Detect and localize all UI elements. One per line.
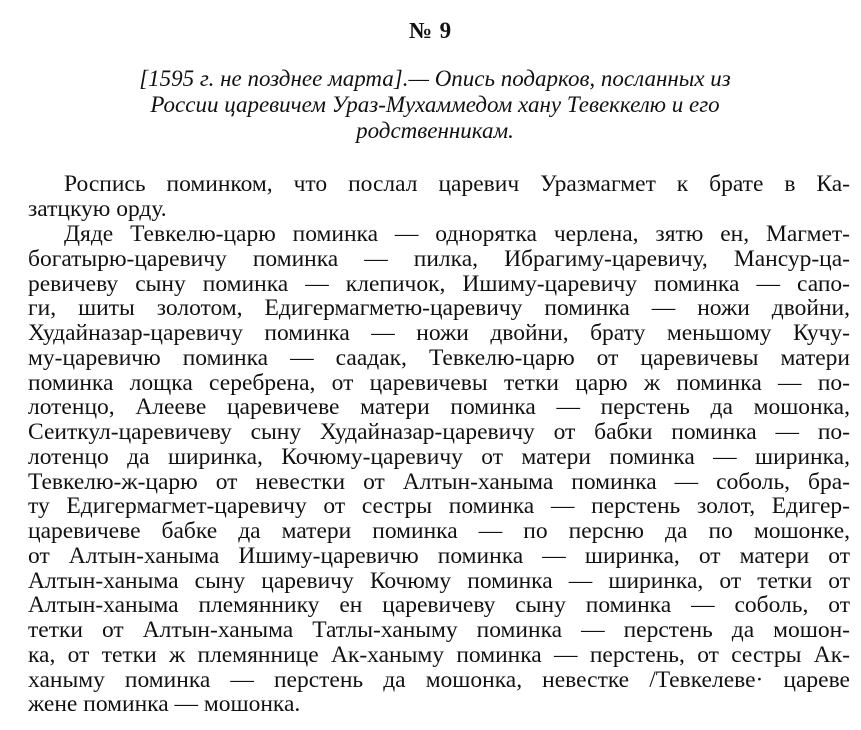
- text-line: ту Едигермагмет-царевичу от сестры поминка — перстень золот, Едигер-: [28, 493, 850, 520]
- text-line: царевичеве бабке да матери поминка — по персню да по мошонке,: [28, 518, 850, 544]
- document-number: № 9: [408, 18, 453, 43]
- main-paragraph: [28, 222, 850, 717]
- text-line: от Алтын-ханыма Ишиму-царевичю поминка — ширинка, от матери от: [28, 542, 850, 569]
- text-line: Алтын-ханыма сыну царевичу Кочюму поминка — ширинка, от тетки от: [28, 567, 850, 594]
- text-line: лотенцо, Алееве царевичеве матери поминка — перстень да мошонка,: [28, 394, 850, 421]
- text-line: Тевкелю-ж-царю от невестки от Алтын-ханыма поминка — соболь, бра-: [28, 468, 850, 495]
- text-line: богатырю-царевичу поминка — пилка, Ибрагиму-царевичу, Мансур-ца-: [28, 245, 850, 272]
- heading-line: родственникам.: [356, 118, 514, 143]
- heading-line: России царевичем Ураз-Мухаммедом хану Тевеккелю и его: [150, 92, 720, 117]
- text-line: лотенцо да ширинка, Кочюму-царевичу от матери поминка — ширинка,: [28, 443, 850, 470]
- text-line: Роспись поминком, что послал царевич Уразмагмет к брате в Ка-: [64, 171, 850, 197]
- text-line: поминка лощка серебрена, от царевичевы тетки царю ж поминка — по-: [28, 369, 850, 396]
- text-line: Худайназар-царевичу поминка — ножи двойни, брату меньшому Кучу-: [28, 320, 850, 346]
- text-line: затцкую орду.: [28, 195, 167, 222]
- intro-paragraph: [28, 172, 850, 222]
- heading-line: [1595 г. не позднее марта].— Опись подарков, посланных из: [139, 66, 731, 91]
- text-line: ка, от тетки ж племяннице Ак-ханыму поминка — перстень, от сестры Ак-: [28, 641, 850, 668]
- text-line: ревичеву сыну поминка — клепичок, Ишиму-царевичу поминка — сапо-: [28, 270, 850, 297]
- text-line: Сеиткул-царевичеву сыну Худайназар-царевичу от бабки поминка — по-: [28, 419, 850, 445]
- document-heading: [60, 66, 810, 144]
- text-line: жене поминка — мошонка.: [28, 691, 301, 718]
- text-line: Алтын-ханыма племяннику ен царевичеву сыну поминка — соболь, от: [28, 592, 850, 619]
- text-line: Дяде Тевкелю-царю поминка — однорятка черлена, зятю ен, Магмет-: [64, 221, 850, 247]
- text-line: му-царевичю поминка — саадак, Тевкелю-царю от царевичевы матери: [28, 344, 850, 371]
- text-line: ги, шиты золотом, Едигермагметю-царевичу поминка — ножи двойни,: [28, 295, 850, 322]
- text-line: ханыму поминка — перстень да мошонка, невестке /Тевкелеве· цареве: [28, 666, 850, 693]
- text-line: тетки от Алтын-ханыма Татлы-ханыму поминка — перстень да мошон-: [28, 617, 850, 643]
